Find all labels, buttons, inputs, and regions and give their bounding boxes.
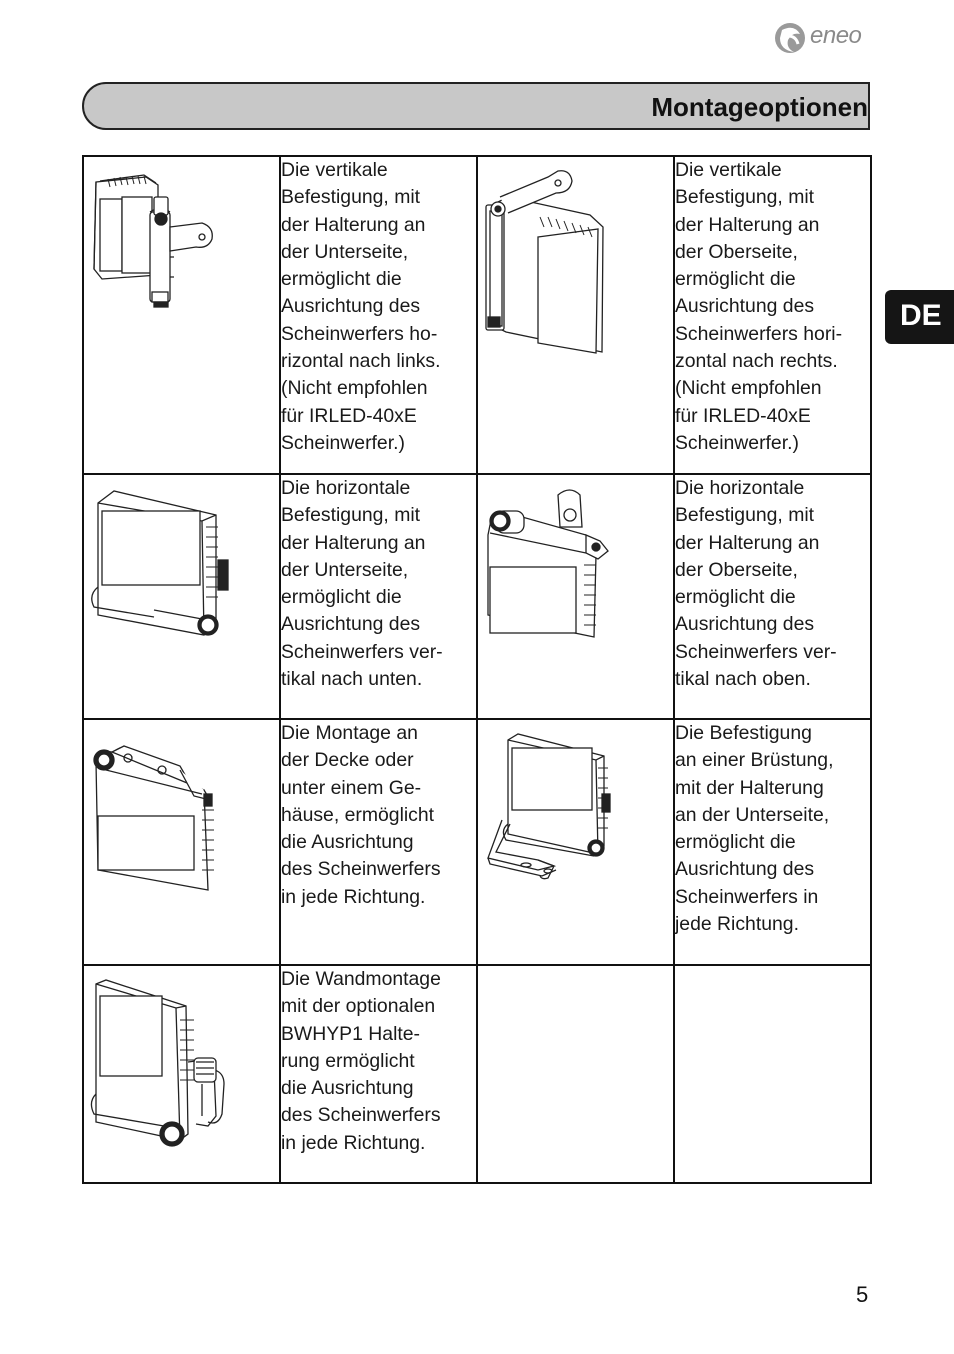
figure-cell [83,965,280,1183]
table-row [83,965,871,1183]
page-number: 5 [856,1282,869,1307]
figure-cell [83,474,280,719]
mounting-description: Die horizontale Befestigung, mit der Halterung an der Unterseite, ermöglicht die Ausrichtung des Scheinwerfers ver- tikal nach unten. [281,477,443,691]
empty-cell [674,965,871,1183]
description-cell [280,156,477,474]
description-cell [674,156,871,474]
description-cell [674,719,871,965]
table-row [83,719,871,965]
mounting-options-table [82,155,872,1184]
mounting-description: Die Wandmontage mit der optionalen BWHYP1 Halte- rung ermöglicht die Ausrichtung des Scheinwerfers in jede Richtung. [281,968,441,1154]
logo-text: eneo [810,22,862,49]
page-title: Montageoptionen [651,92,868,122]
figure-cell [477,474,674,719]
figure-cell [477,719,674,965]
section-title-bar [82,82,870,130]
description-cell [280,719,477,965]
figure-cell [477,156,674,474]
wall-mount-bwhyp1-illustration [84,966,279,1182]
language-tab [885,290,954,344]
ceiling-mount-illustration [84,720,279,964]
table-row [83,474,871,719]
table-row [83,156,871,474]
vertical-mount-bracket-top-illustration [478,157,673,473]
mounting-description: Die vertikale Befestigung, mit der Halterung an der Unterseite, ermöglicht die Ausrichtung des Scheinwerfers ho- rizontal nach links. (Nicht empfohlen für IRLED-40xE Scheinwerfer.) [281,159,441,454]
mounting-description: Die horizontale Befestigung, mit der Halterung an der Oberseite, ermöglicht die Ausrichtung des Scheinwerfers ver- tikal nach oben. [675,477,837,691]
mounting-description: Die vertikale Befestigung, mit der Halterung an der Oberseite, ermöglicht die Ausrichtung des Scheinwerfers hori- zontal nach rechts. (Nicht empfohlen für IRLED-40xE Scheinwerfer.) [675,159,843,454]
eneo-logo [774,18,884,58]
mounting-description: Die Montage an der Decke oder unter einem Ge- häuse, ermöglicht die Ausrichtung des Scheinwerfers in jede Richtung. [281,722,441,908]
horizontal-mount-bracket-bottom-illustration [84,475,279,718]
figure-cell [83,156,280,474]
description-cell [280,474,477,719]
parapet-mount-illustration [478,720,673,964]
vertical-mount-bracket-bottom-illustration [84,157,279,473]
empty-cell [477,965,674,1183]
description-cell [674,474,871,719]
mounting-description: Die Befestigung an einer Brüstung, mit der Halterung an der Unterseite, ermöglicht die Ausrichtung des Scheinwerfers in jede Richtung. [675,722,834,936]
eneo-logo-mark [774,18,810,58]
horizontal-mount-bracket-top-illustration [478,475,673,718]
description-cell [280,965,477,1183]
language-tab-label: DE [900,299,942,332]
figure-cell [83,719,280,965]
